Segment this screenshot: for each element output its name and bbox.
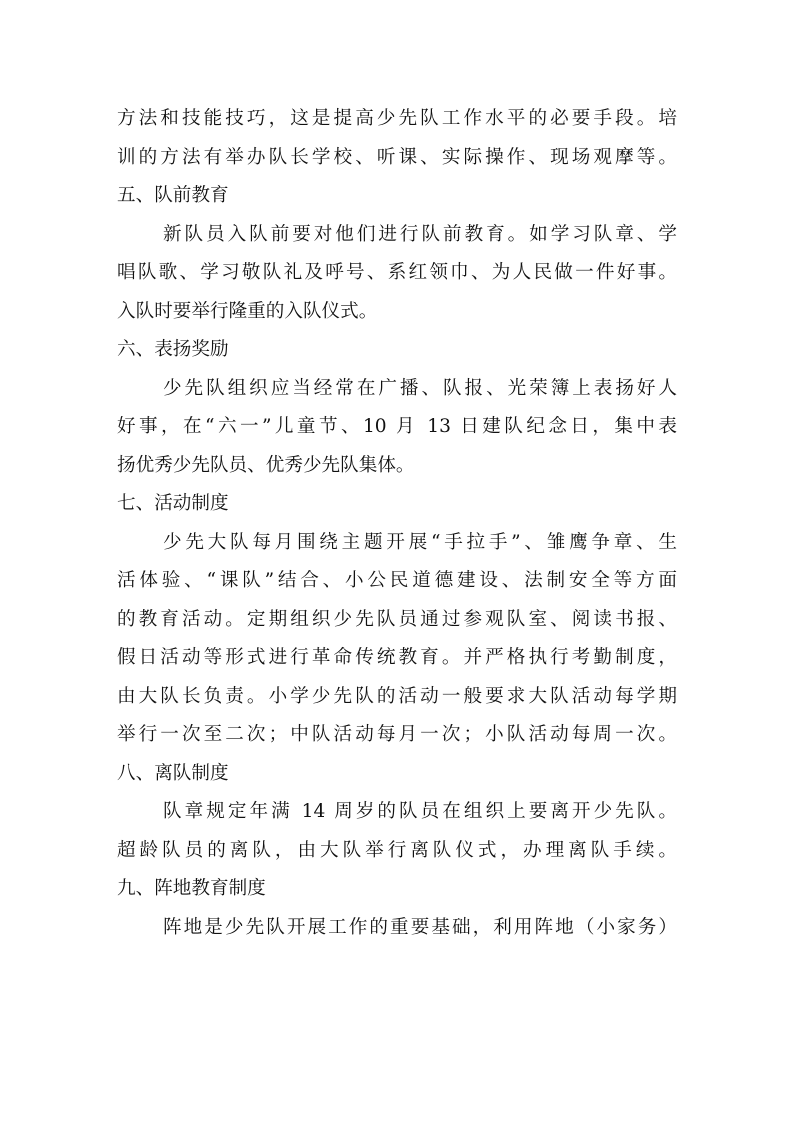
section-heading: 八、离队制度 [117, 762, 229, 784]
section-heading: 五、队前教育 [117, 185, 229, 206]
paragraph-line: 超龄队员的离队，由大队举行离队仪式，办理离队手续。 [117, 839, 677, 861]
paragraph-line: 由大队长负责。小学少先队的活动一般要求大队活动每学期 [117, 685, 677, 707]
document-body [117, 100, 677, 947]
paragraph-line: 少先队组织应当经常在广播、队报、光荣簿上表扬好人 [163, 377, 677, 399]
section-heading: 九、阵地教育制度 [117, 878, 266, 899]
paragraph-line: 好事，在“六一”儿童节、10 月 13 日建队纪念日，集中表 [117, 416, 677, 437]
paragraph-line: 假日活动等形式进行革命传统教育。并严格执行考勤制度， [117, 647, 677, 668]
paragraph-line: 阵地是少先队开展工作的重要基础，利用阵地（小家务） [163, 916, 677, 938]
paragraph-line: 举行一次至二次；中队活动每月一次；小队活动每周一次。 [117, 724, 677, 745]
paragraph-line: 活体验、“课队”结合、小公民道德建设、法制安全等方面 [117, 570, 677, 591]
paragraph-line: 的教育活动。定期组织少先队员通过参观队室、阅读书报、 [117, 608, 677, 630]
paragraph-line: 队章规定年满 14 周岁的队员在组织上要离开少先队。 [163, 801, 677, 822]
paragraph-line: 唱队歌、学习敬队礼及呼号、系红领巾、为人民做一件好事。 [117, 262, 677, 283]
section-heading: 七、活动制度 [117, 493, 229, 514]
paragraph-line: 入队时要举行隆重的入队仪式。 [117, 300, 378, 322]
paragraph-line: 方法和技能技巧，这是提高少先队工作水平的必要手段。培 [117, 108, 677, 129]
paragraph-line: 扬优秀少先队员、优秀少先队集体。 [117, 454, 415, 476]
paragraph-line: 训的方法有举办队长学校、听课、实际操作、现场观摩等。 [117, 146, 677, 168]
paragraph-line: 少先大队每月围绕主题开展“手拉手”、雏鹰争章、生 [163, 531, 677, 553]
section-heading: 六、表扬奖励 [117, 339, 229, 360]
paragraph-line: 新队员入队前要对他们进行队前教育。如学习队章、学 [163, 223, 677, 245]
